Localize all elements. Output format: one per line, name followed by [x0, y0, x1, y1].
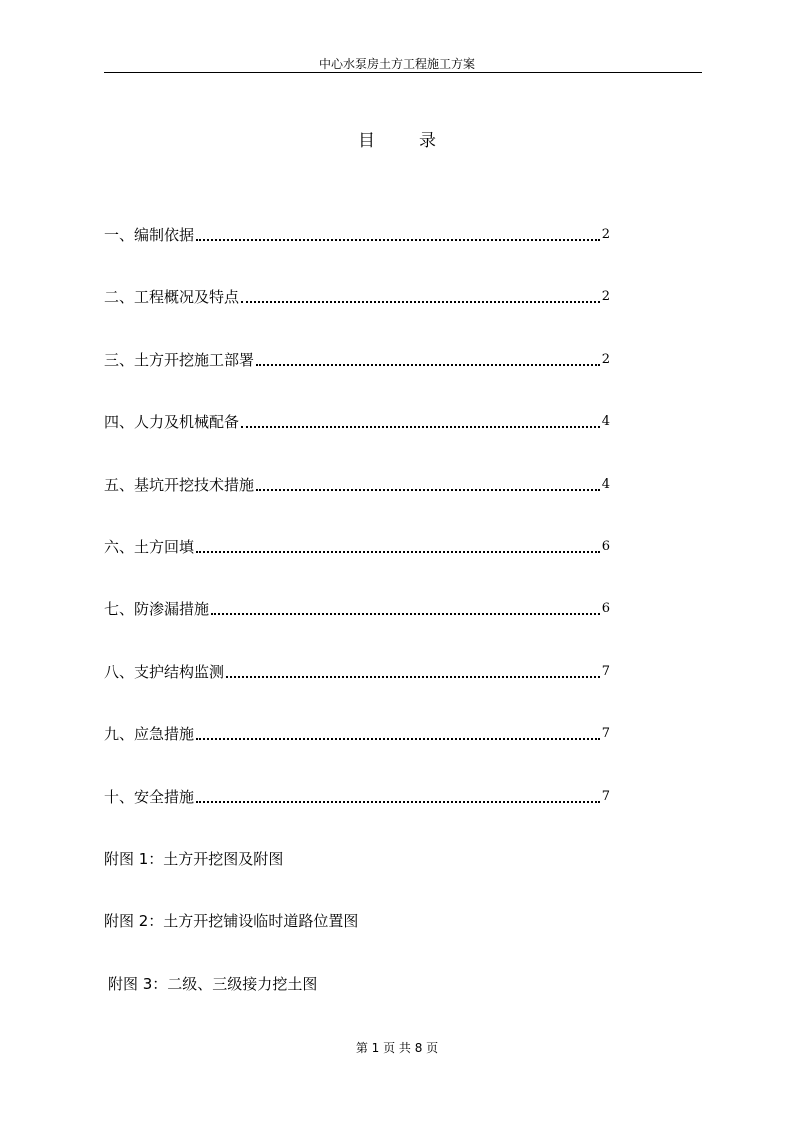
toc-entry-label: 六、土方回填 — [104, 538, 195, 556]
toc-dot-leader — [241, 426, 600, 428]
toc-entry — [104, 474, 610, 496]
toc-dot-leader — [226, 676, 600, 678]
toc-entry — [104, 349, 610, 371]
toc-entry-label: 七、防渗漏措施 — [104, 600, 210, 618]
toc-entry-label: 三、土方开挖施工部署 — [104, 351, 255, 369]
document-title: 目录 — [358, 131, 480, 151]
toc-entry-page: 4 — [601, 414, 610, 429]
appendix-item: 附图 2：土方开挖铺设临时道路位置图 — [104, 912, 359, 930]
toc-entry-label: 四、人力及机械配备 — [104, 413, 240, 431]
toc-entry — [104, 224, 610, 246]
toc-dot-leader — [196, 551, 600, 553]
toc-entry-page: 7 — [601, 726, 610, 741]
toc-dot-leader — [196, 738, 600, 740]
toc-entry-label: 一、编制依据 — [104, 226, 195, 244]
toc-entry — [104, 536, 610, 558]
header-divider — [104, 72, 702, 73]
toc-dot-leader — [256, 489, 600, 491]
toc-entry — [104, 411, 610, 433]
toc-entry-page: 7 — [601, 789, 610, 804]
toc-entry-page: 2 — [601, 352, 610, 367]
toc-entry — [104, 723, 610, 745]
toc-dot-leader — [241, 301, 600, 303]
toc-entry-page: 2 — [601, 289, 610, 304]
toc-dot-leader — [196, 239, 600, 241]
toc-dot-leader — [256, 364, 600, 366]
appendix-item: 附图 3：二级、三级接力挖土图 — [108, 975, 318, 993]
appendix-item: 附图 1：土方开挖图及附图 — [104, 850, 284, 868]
toc-entry-label: 二、工程概况及特点 — [104, 288, 240, 306]
toc-entry-page: 6 — [601, 601, 610, 616]
toc-entry — [104, 661, 610, 683]
toc-entry-page: 7 — [601, 664, 610, 679]
toc-entry-label: 十、安全措施 — [104, 788, 195, 806]
toc-entry — [104, 786, 610, 808]
toc-entry-page: 4 — [601, 477, 610, 492]
page-number-footer: 第 1 页 共 8 页 — [355, 1041, 439, 1055]
toc-entry-page: 6 — [601, 539, 610, 554]
toc-entry — [104, 598, 610, 620]
toc-dot-leader — [211, 613, 600, 615]
running-header-title: 中心水泵房土方工程施工方案 — [318, 57, 475, 71]
toc-entry-label: 五、基坑开挖技术措施 — [104, 476, 255, 494]
toc-entry-label: 八、支护结构监测 — [104, 663, 225, 681]
toc-dot-leader — [196, 801, 600, 803]
toc-entry — [104, 286, 610, 308]
toc-entry-page: 2 — [601, 227, 610, 242]
toc-entry-label: 九、应急措施 — [104, 725, 195, 743]
